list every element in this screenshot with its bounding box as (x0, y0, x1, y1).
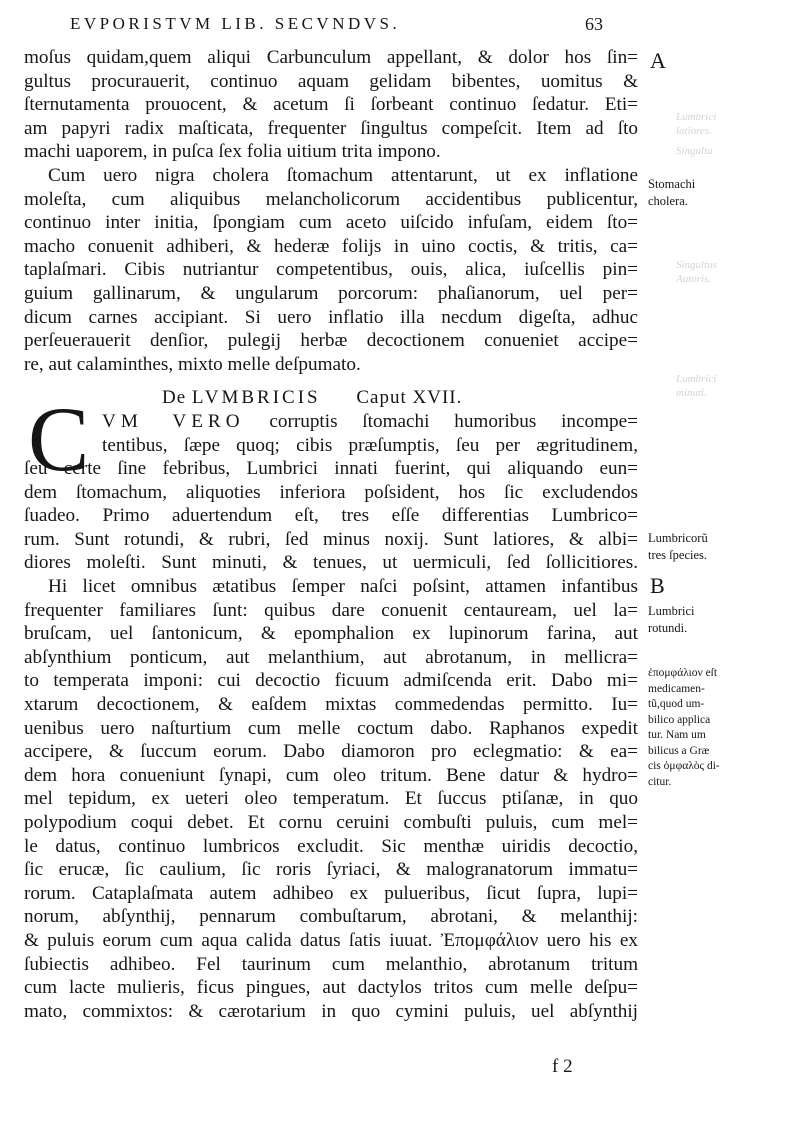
text-line: ſubiectis adhibeo. Fel taurinum cum melanthio, abrotanum tritum (24, 953, 638, 975)
show-through-note: Singultus Autoris. (676, 259, 717, 285)
text-line: dicum carnes accipiant. Si uero inflatio illa necdum digeſta, adhuc (24, 306, 638, 328)
chapter-title-word: De (162, 387, 187, 409)
text-line: moſus quidam,quem aliqui Carbunculum appellant, & dolor hos ſin= (24, 47, 638, 68)
text-line: accipere, & ſuccum eorum. Dabo diamoron pro eclegmatio: & ea= (24, 741, 638, 763)
show-through-note: Lumbrici minuti. (676, 373, 717, 399)
text-line: rum. Sunt rotundi, & rubri, ſed minus noxij. Sunt latiores, & albi= (24, 528, 638, 550)
text-line: ſic erucæ, ſic caulium, ſic roris ſyriaci, & malogranatorum immatu= (24, 859, 638, 881)
text-line: uenibus uero naſturtium cum melle coctum dabo. Raphanos expedit (24, 717, 638, 739)
text-line: gultus procurauerit, continuo aquam gelidam bibentes, uomitus & (24, 70, 638, 92)
running-head: EVPORISTVM LIB. SECVNDVS. (70, 14, 401, 33)
chapter-title-smallcaps: LVMBRICIS (191, 387, 321, 409)
text-line: ſternutamenta prouocent, & acetum ſi ſorbeant continuo ſedatur. Eti= (24, 94, 638, 116)
text-line: perſeuerauerit denſior, pulegij herbæ decoctionem conueniet accipe= (24, 330, 638, 352)
text-line: ſeu certe ſine febribus, Lumbrici innati fuerint, qui aliquando eun= (24, 458, 638, 480)
text-line: diores moleſti. Sunt minuti, & tenues, ut uermiculi, ſed ſollicitiores. (24, 552, 638, 574)
chapter-number: Caput XVII. (356, 387, 463, 409)
text-line: dem hora conueniunt ſynapi, cum oleo tritum. Bene datur & hydro= (24, 764, 638, 786)
text-line: machi uaporem, in puſca ſex folia uitium trita impono. (24, 141, 441, 163)
text-line: rorum. Cataplaſmata autem adhibeo ex pulueribus, ſicut ſupra, lupi= (24, 882, 638, 904)
text-line: taplaſmari. Cibis nutriantur competentibus, ouis, alica, iuſcellis pin= (24, 259, 638, 281)
text-line: & puluis eorum cum aqua calida datus ſatis iuuat. Ἐπομφάλιον uero his ex (24, 929, 638, 951)
text-line: re, aut calaminthes, mixto melle deſpumato. (24, 353, 361, 375)
text-line: xtarum decoctionem, & eaſdem mixtas commedendas permitto. Iu= (24, 694, 638, 716)
text-line: Cum uero nigra cholera ſtomachum attentarunt, ut ex inflatione (48, 164, 638, 186)
text-line: mel tepidum, ex ueteri oleo temperatum. Et ſuccus ptiſanæ, in quo (24, 788, 638, 810)
text-line: abſynthium ponticum, aut melanthium, aut abrotanum, in mellicra= (24, 646, 638, 668)
text-line: macho conuenit adhiberi, & hederæ folijs in uino coctis, & tritis, ca= (24, 235, 638, 257)
text-line: cum lacte mulieris, ficus pingues, aut dactylos tritos cum melle deſpu= (24, 977, 638, 999)
text-line: VM VERO corruptis ſtomachi humoribus incompe= (102, 410, 638, 432)
page-number: 63 (585, 14, 603, 34)
text-line: ſuadeo. Primo aduertendum eſt, tres eſſe differentias Lumbrico= (24, 505, 638, 527)
text-line: mato, commixtos: & cærotarium in quo cymini puluis, uel abſynthij (24, 1000, 638, 1022)
text-line: guium gallinarum, & ungularum porcorum: phaſianorum, uel per= (24, 282, 638, 304)
text-line: Hi licet omnibus ætatibus ſemper naſci poſsint, attamen infantibus (48, 576, 638, 598)
marginal-note-lumbrici: Lumbrici rotundi. (648, 604, 695, 635)
text-line: polypodium coqui debet. Et cornu ceruini combuſti puluis, cum mel= (24, 812, 638, 833)
chapter-heading (24, 386, 638, 410)
text-line: bruſcam, uel ſantonicum, & epomphalion ex lupinorum farina, aut (24, 623, 638, 645)
chapter-opening-words: VM VERO (102, 410, 245, 432)
signature-mark: f 2 (552, 1056, 573, 1077)
section-letter-b: B (650, 573, 665, 598)
text-line: dem ſtomachum, aliquoties inferiora poſsident, hos ſic excludendos (24, 481, 638, 503)
text-line: tentibus, ſæpe quoq; cibis præſumptis, ſeu per ægritudinem, (102, 434, 638, 456)
text-line: am papyri radix maſticata, frequenter ſingultus compeſcit. Item ad ſto (24, 117, 638, 139)
text-line: continuo inter initia, ſpongiam cum aceto uiſcido infuſam, eidem ſto= (24, 212, 638, 234)
text-line: frequenter familiares ſunt: quibus dare conuenit centauream, uel la= (24, 599, 638, 621)
show-through-note: Lumbrici latiores. Singulta (676, 111, 717, 157)
text-line: norum, abſynthij, pennarum combuſtarum, abrotani, & melanthij: (24, 906, 638, 928)
text-line: to temperata imponi: cui decoctio ficuum admiſcenda erit. Dabo mi= (24, 670, 638, 692)
marginal-note-greek: ἐπομφάλιον eſt medicamen- tũ,quod um- bilico applica tur. Nam um bilicus a Græ cis ὀμφαλὸς di- citur. (648, 667, 720, 788)
text-line: moleſta, cum aliquibus melancholicorum accidentibus publicentur, (24, 188, 638, 210)
marginal-note-lumbricorum: Lumbricorũ tres ſpecies. (648, 531, 708, 562)
section-letter-a: A (650, 48, 666, 73)
drop-capital: C (28, 388, 90, 490)
body-text (24, 46, 638, 1023)
marginal-note-stomachi: Stomachi cholera. (648, 177, 696, 208)
text-line: le datus, continuo lumbricos excludit. Sic menthæ uiridis decoctio, (24, 835, 638, 857)
